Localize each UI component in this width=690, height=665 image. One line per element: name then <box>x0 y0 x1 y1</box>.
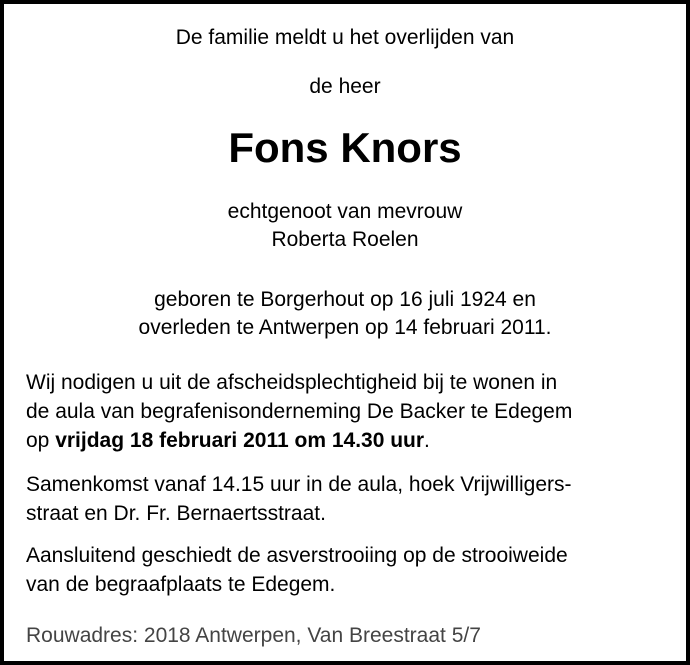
gathering-line-2: straat en Dr. Fr. Bernaertsstraat. <box>26 502 326 525</box>
invitation-line-2: de aula van begrafenisonderneming De Backer te Edegem <box>26 400 573 423</box>
birth-line: geboren te Borgerhout op 16 juli 1924 en <box>154 288 536 311</box>
dates-block <box>4 286 686 342</box>
spouse-line-1: echtgenoot van mevrouw <box>227 200 463 223</box>
scattering-line-2: van de begraafplaats te Edegem. <box>26 573 336 596</box>
scattering-line-1: Aansluitend geschiedt de asverstrooiing op de strooiweide <box>26 544 568 567</box>
ceremony-datetime: vrijdag 18 februari 2011 om 14.30 uur <box>55 429 425 452</box>
invitation-line-3 <box>26 426 668 455</box>
mourning-address: Rouwadres: 2018 Antwerpen, Van Breestraat 5/7 <box>26 624 481 647</box>
title-text: de heer <box>309 75 381 98</box>
deceased-name: Fons Knors <box>228 124 462 171</box>
invitation-prefix: op <box>26 429 56 452</box>
gathering-line-1: Samenkomst vanaf 14.15 uur in de aula, hoek Vrijwilligers- <box>26 473 572 496</box>
invitation-suffix: . <box>424 429 430 452</box>
intro-text: De familie meldt u het overlijden van <box>175 26 515 49</box>
death-line: overleden te Antwerpen op 14 februari 2011. <box>138 316 552 339</box>
invitation-paragraph <box>26 368 668 455</box>
spouse-line-2: Roberta Roelen <box>271 228 419 251</box>
gathering-paragraph <box>26 470 668 528</box>
invitation-line-1: Wij nodigen u uit de afscheidsplechtigheid bij te wonen in <box>26 371 558 394</box>
scattering-paragraph <box>26 541 668 599</box>
spouse-block <box>4 198 686 254</box>
